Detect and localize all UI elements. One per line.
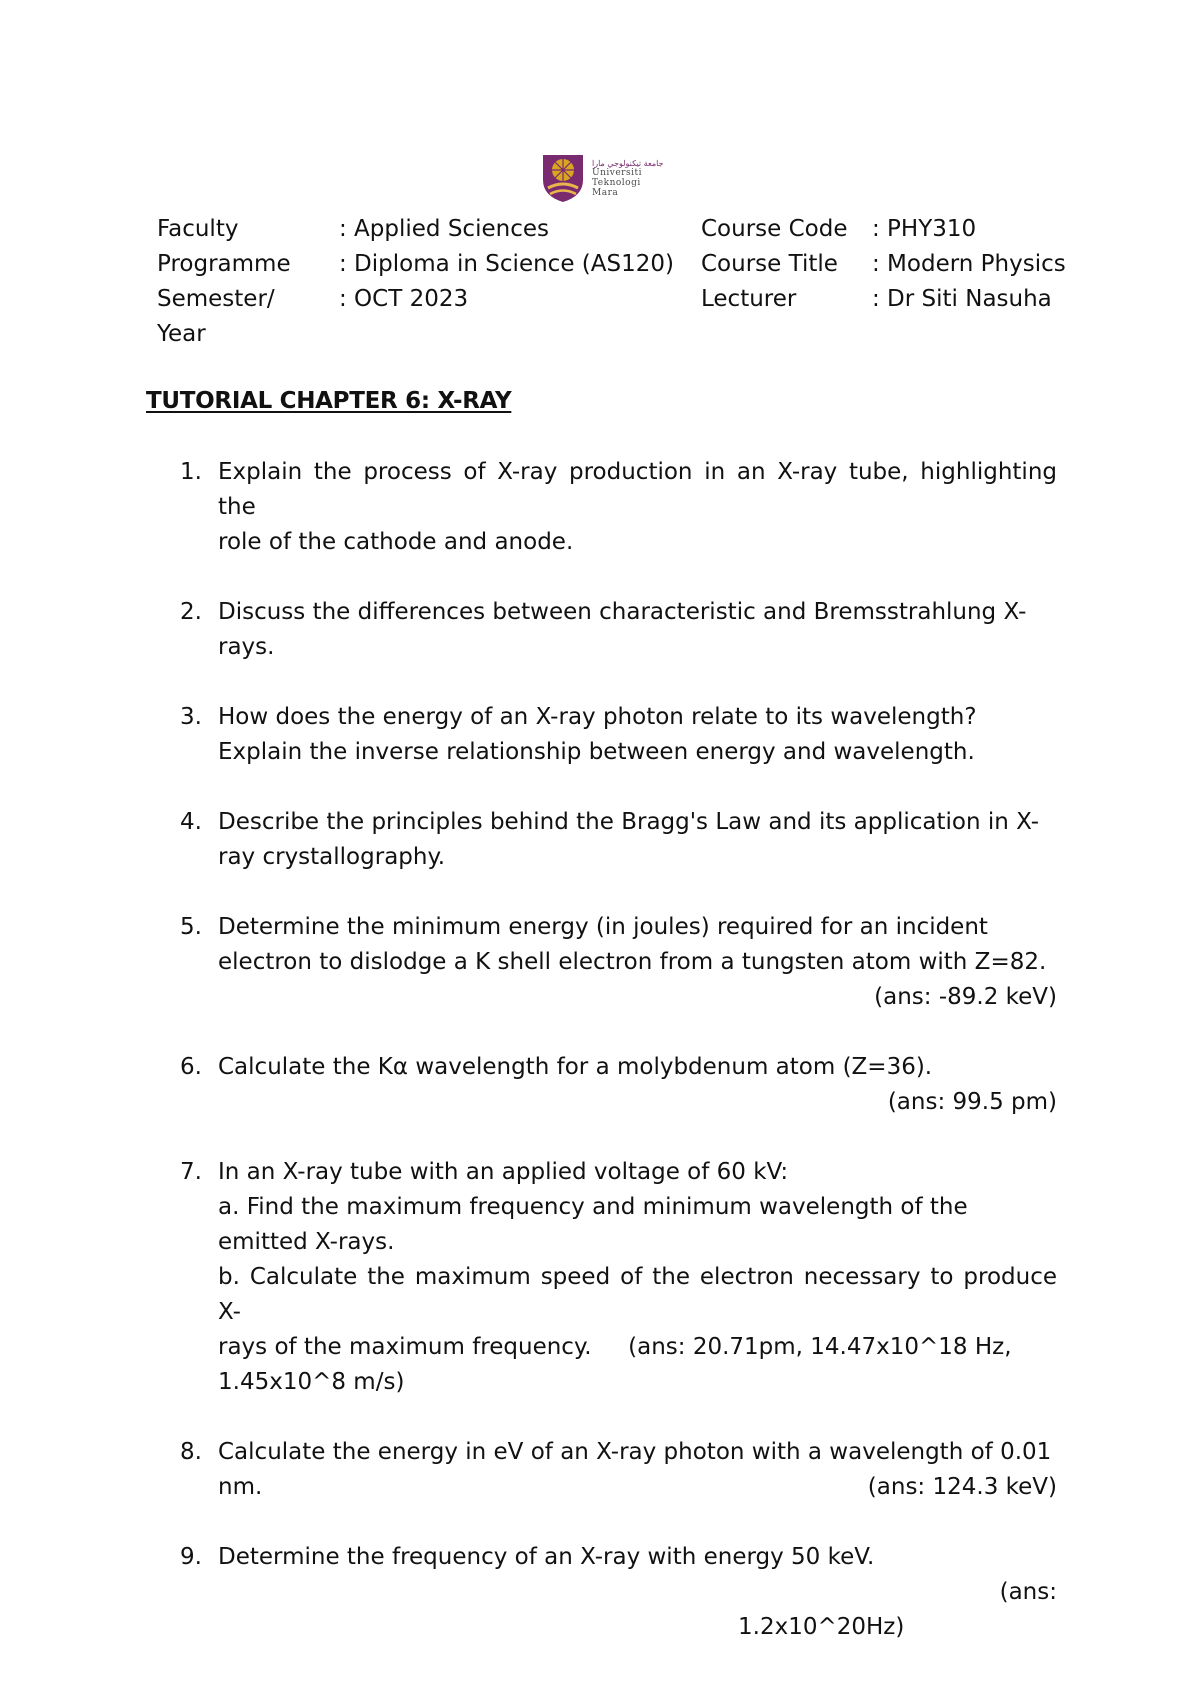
question-line: ray crystallography. — [218, 844, 446, 870]
question-line: Determine the frequency of an X-ray with energy 50 keV. — [218, 1544, 875, 1570]
lecturer-value: : Dr Siti Nasuha — [872, 286, 1052, 312]
question-line: role of the cathode and anode. — [218, 529, 574, 555]
question-line: b. Calculate the maximum speed of the electron necessary to produce X- — [218, 1264, 1057, 1325]
year-label-line: Year — [157, 321, 206, 347]
faculty-label: Faculty — [157, 216, 239, 242]
question-number: 5. — [180, 914, 202, 940]
question-last-line — [218, 1470, 1057, 1505]
logo-line-2: Teknologi — [592, 177, 641, 188]
question-9 — [180, 1540, 1057, 1645]
question-line: Calculate the energy in eV of an X-ray photon with a wavelength of 0.01 — [218, 1439, 1052, 1465]
question-line: Explain the inverse relationship between energy and wavelength. — [218, 739, 975, 765]
question-number: 9. — [180, 1544, 202, 1570]
question-line: 1.45x10^8 m/s) — [218, 1369, 405, 1395]
question-number: 4. — [180, 809, 202, 835]
faculty-value: : Applied Sciences — [339, 216, 549, 242]
question-line: How does the energy of an X-ray photon relate to its wavelength? — [218, 704, 977, 730]
answer-text-part-1: (ans: — [999, 1579, 1057, 1605]
question-1 — [180, 455, 1057, 560]
question-line: emitted X-rays. — [218, 1229, 395, 1255]
question-line-tail: nm. — [218, 1474, 263, 1500]
info-row-faculty — [157, 212, 1077, 247]
question-2 — [180, 595, 1057, 665]
info-row-semester — [157, 282, 1077, 352]
university-logo — [540, 150, 670, 206]
question-line: a. Find the maximum frequency and minimum wavelength of the — [218, 1194, 968, 1220]
course-title-value: : Modern Physics — [872, 251, 1066, 277]
programme-value: : Diploma in Science (AS120) — [339, 251, 674, 277]
info-row-programme — [157, 247, 1077, 282]
question-7 — [180, 1155, 1057, 1400]
course-title-label: Course Title — [701, 251, 838, 277]
lecturer-label: Lecturer — [701, 286, 797, 312]
logo-wordmark — [592, 159, 664, 198]
logo-line-3: Mara — [592, 187, 619, 198]
crest-icon — [540, 152, 586, 204]
course-code-label: Course Code — [701, 216, 848, 242]
answer-text: (ans: 124.3 keV) — [867, 1474, 1057, 1500]
question-number: 6. — [180, 1054, 202, 1080]
logo-jawi-text: ﺟﺎﻣﻌﺔ ﺗﻴﻜﻨﻮﻟﻮﺟﻲ ﻣﺎﺭﺍ — [592, 158, 664, 168]
question-line: Determine the minimum energy (in joules) required for an incident — [218, 914, 988, 940]
question-list — [180, 455, 1057, 1680]
question-line: Discuss the differences between characteristic and Bremsstrahlung X- — [218, 599, 1027, 625]
question-6 — [180, 1050, 1057, 1120]
course-info — [157, 212, 1077, 352]
answer-text-part-2: 1.2x10^20Hz) — [738, 1614, 905, 1640]
question-line: electron to dislodge a K shell electron from a tungsten atom with Z=82. — [218, 949, 1047, 975]
question-3 — [180, 700, 1057, 770]
question-line: Calculate the Kα wavelength for a molybdenum atom (Z=36). — [218, 1054, 933, 1080]
answer-text: (ans: -89.2 keV) — [874, 984, 1057, 1010]
question-number: 3. — [180, 704, 202, 730]
page-title: TUTORIAL CHAPTER 6: X-RAY — [146, 388, 512, 414]
logo-line-1: Universiti — [592, 167, 642, 178]
semester-value: : OCT 2023 — [339, 286, 469, 312]
question-number: 1. — [180, 459, 202, 485]
question-4 — [180, 805, 1057, 875]
course-code-value: : PHY310 — [872, 216, 977, 242]
question-line: Explain the process of X-ray production in an X-ray tube, highlighting the — [218, 459, 1057, 520]
question-line: rays. — [218, 634, 275, 660]
question-number: 8. — [180, 1439, 202, 1465]
question-5 — [180, 910, 1057, 1015]
semester-label — [157, 282, 327, 352]
question-number: 2. — [180, 599, 202, 625]
question-8 — [180, 1435, 1057, 1505]
semester-label-line: Semester/ — [157, 286, 275, 312]
question-line: In an X-ray tube with an applied voltage of 60 kV: — [218, 1159, 789, 1185]
question-line: rays of the maximum frequency. (ans: 20.71pm, 14.47x10^18 Hz, — [218, 1334, 1012, 1360]
question-number: 7. — [180, 1159, 202, 1185]
answer-text: (ans: 99.5 pm) — [887, 1089, 1057, 1115]
programme-label: Programme — [157, 251, 291, 277]
question-line: Describe the principles behind the Bragg's Law and its application in X- — [218, 809, 1040, 835]
